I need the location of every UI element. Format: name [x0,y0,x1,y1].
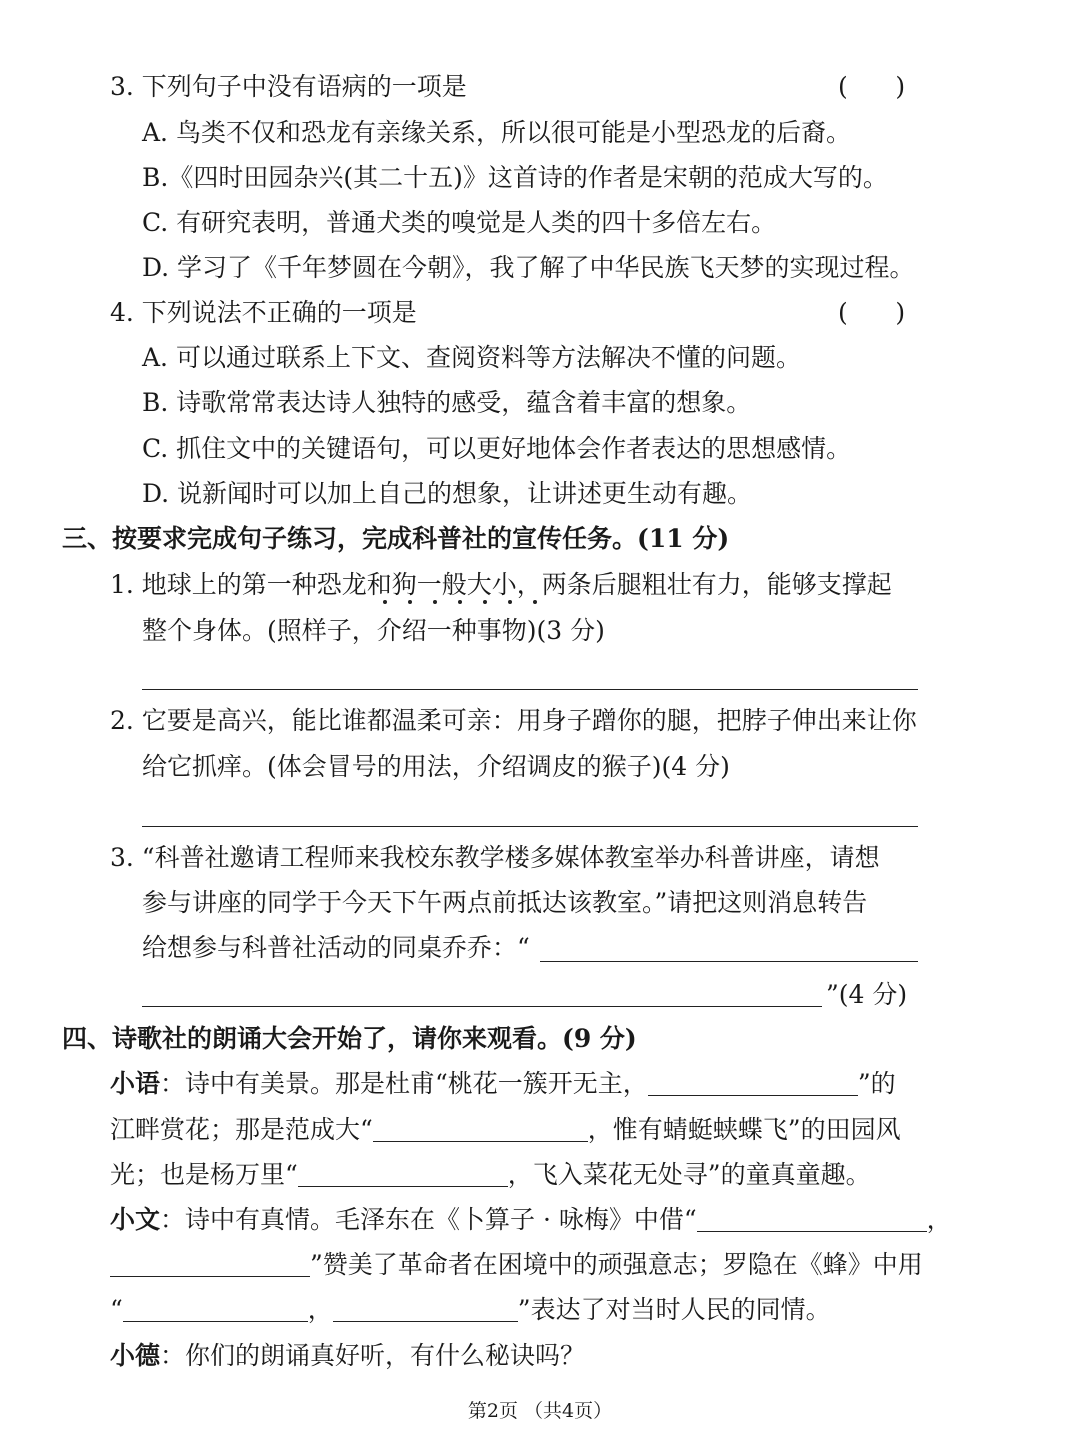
q3-stem: 3. 下列句子中没有语病的一项是 [110,72,467,101]
xiaowen-text-3a: “ [110,1295,123,1324]
p3-q3-line3: 给想参与科普社活动的同桌乔乔：“ [142,933,530,962]
speaker-xiaowen: 小文 [110,1205,161,1234]
p3-q2-answer-line[interactable] [142,826,918,827]
fill-blank-7[interactable] [333,1297,518,1322]
emphasis-dot [433,600,437,604]
xiaoyu-text-2b: ，惟有蜻蜓蛱蝶飞”的田园风 [587,1115,901,1144]
xiaowen-text-2b: ”赞美了革命者在困境中的顽强意志；罗隐在《蜂》中用 [310,1250,923,1279]
q3-option-d: D. 学习了《千年梦圆在今朝》，我了解了中华民族飞天梦的实现过程。 [142,253,915,282]
xiaoyu-line2 [110,1115,901,1145]
fill-blank-1[interactable] [648,1071,858,1096]
xiaoyu-text-2a: 江畔赏花；那是范成大“ [110,1115,373,1144]
p3-q3-end: ”(4 分) [826,980,908,1009]
xiaode-line [110,1341,585,1371]
xiaoyu-text-3b: ，飞入菜花无处寻”的童真童趣。 [507,1160,871,1189]
p3-q2-line1: 2. 它要是高兴，能比谁都温柔可亲：用身子蹭你的腿，把脖子伸出来让你 [110,706,917,735]
fill-blank-3[interactable] [298,1162,508,1187]
part3-heading: 三、按要求完成句子练习，完成科普社的宣传任务。(11 分) [62,524,730,553]
xiaowen-text-3c: ”表达了对当时人民的同情。 [517,1295,831,1324]
xiaowen-text-1a: ：诗中有真情。毛泽东在《卜算子 · 咏梅》中借“ [160,1205,697,1234]
xiaoyu-line3 [110,1160,871,1190]
q3-option-c: C. 有研究表明，普通犬类的嗅觉是人类的四十多倍左右。 [142,208,777,237]
xiaowen-line3 [110,1295,831,1325]
fill-blank-5[interactable] [110,1252,310,1277]
emphasis-dot [508,600,512,604]
fill-blank-2[interactable] [373,1117,588,1142]
p3-q2-line2: 给它抓痒。(体会冒号的用法，介绍调皮的猴子)(4 分) [142,752,730,781]
p3-q1-answer-line[interactable] [142,689,918,690]
speaker-xiaode: 小德 [110,1341,161,1370]
page-footer: 第2页 （共4页） [467,1400,613,1422]
xiaowen-text-1b: ， [926,1205,952,1234]
xiaowen-line1 [110,1205,952,1235]
p3-q1-line1: 1. 地球上的第一种恐龙和狗一般大小，两条后腿粗壮有力，能够支撑起 [110,570,892,599]
emphasis-dot [383,600,387,604]
emphasis-dot [458,600,462,604]
fill-blank-6[interactable] [123,1297,308,1322]
q4-option-a: A. 可以通过联系上下文、查阅资料等方法解决不懂的问题。 [142,343,801,372]
q4-option-b: B. 诗歌常常表达诗人独特的感受，蕴含着丰富的想象。 [142,388,752,417]
speaker-xiaoyu: 小语 [110,1069,161,1098]
emphasis-dot [483,600,487,604]
fill-blank-4[interactable] [697,1207,927,1232]
q3-option-b: B.《四时田园杂兴(其二十五)》这首诗的作者是宋朝的范成大写的。 [142,163,888,192]
xiaowen-text-3b: ， [307,1295,333,1324]
part4-heading: 四、诗歌社的朗诵大会开始了，请你来观看。(9 分) [62,1024,637,1053]
p3-q3-answer-line-2[interactable] [142,1006,822,1007]
xiaoyu-text-3a: 光；也是杨万里“ [110,1160,298,1189]
q4-stem: 4. 下列说法不正确的一项是 [110,298,417,327]
q4-option-d: D. 说新闻时可以加上自己的想象，让讲述更生动有趣。 [142,479,753,508]
p3-q3-line1: 3. “科普社邀请工程师来我校东教学楼多媒体教室举办科普讲座，请想 [110,843,880,872]
xiaowen-line2 [110,1250,923,1280]
q3-answer-bracket[interactable]: ( ) [838,72,906,101]
xiaode-text: ：你们的朗诵真好听，有什么秘诀吗？ [160,1341,586,1370]
q4-option-c: C. 抓住文中的关键语句，可以更好地体会作者表达的思想感情。 [142,434,852,463]
p3-q1-line2: 整个身体。(照样子，介绍一种事物)(3 分) [142,616,605,645]
p3-q3-line2: 参与讲座的同学于今天下午两点前抵达该教室。”请把这则消息转告 [142,888,868,917]
emphasis-dot [533,600,537,604]
q3-option-a: A. 鸟类不仅和恐龙有亲缘关系，所以很可能是小型恐龙的后裔。 [142,118,851,147]
xiaoyu-text-1a: ：诗中有美景。那是杜甫“桃花一簇开无主， [160,1069,648,1098]
emphasis-dot [408,600,412,604]
q4-answer-bracket[interactable]: ( ) [838,298,906,327]
xiaoyu-line1 [110,1069,896,1099]
p3-q3-answer-line-1[interactable] [540,961,918,962]
xiaoyu-text-1b: ”的 [857,1069,896,1098]
